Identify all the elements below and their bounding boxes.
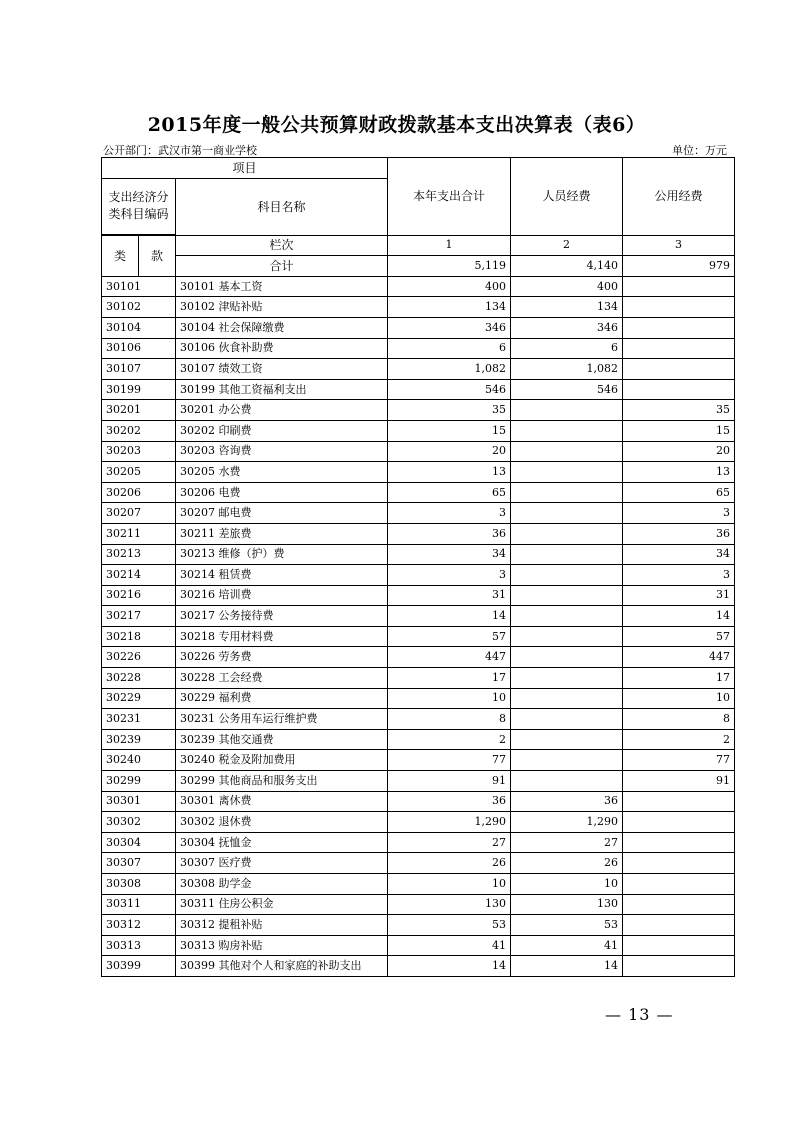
row-code: 30299 bbox=[102, 771, 176, 792]
row-total: 546 bbox=[388, 379, 511, 400]
row-total: 10 bbox=[388, 874, 511, 895]
row-personnel: 1,290 bbox=[511, 812, 623, 833]
row-personnel bbox=[511, 729, 623, 750]
row-subject-name: 30307 医疗费 bbox=[176, 853, 388, 874]
row-public: 77 bbox=[623, 750, 735, 771]
header-personnel: 人员经费 bbox=[511, 158, 623, 236]
table-row bbox=[102, 771, 735, 792]
sum-label: 合计 bbox=[176, 256, 388, 277]
table-row bbox=[102, 935, 735, 956]
table-row bbox=[102, 874, 735, 895]
row-personnel bbox=[511, 523, 623, 544]
row-public bbox=[623, 297, 735, 318]
row-total: 447 bbox=[388, 647, 511, 668]
row-code: 30199 bbox=[102, 379, 176, 400]
row-subject-name: 30211 差旅费 bbox=[176, 523, 388, 544]
table-row bbox=[102, 441, 735, 462]
table-row bbox=[102, 626, 735, 647]
row-total: 77 bbox=[388, 750, 511, 771]
row-total: 91 bbox=[388, 771, 511, 792]
row-subject-name: 30301 离休费 bbox=[176, 791, 388, 812]
row-code: 30308 bbox=[102, 874, 176, 895]
row-public bbox=[623, 379, 735, 400]
row-code: 30214 bbox=[102, 565, 176, 586]
row-subject-name: 30206 电费 bbox=[176, 482, 388, 503]
row-code: 30311 bbox=[102, 894, 176, 915]
row-subject-name: 30302 退休费 bbox=[176, 812, 388, 833]
row-public: 20 bbox=[623, 441, 735, 462]
row-personnel bbox=[511, 441, 623, 462]
row-code: 30226 bbox=[102, 647, 176, 668]
row-code: 30312 bbox=[102, 915, 176, 936]
row-total: 36 bbox=[388, 523, 511, 544]
row-personnel: 36 bbox=[511, 791, 623, 812]
table-row bbox=[102, 338, 735, 359]
row-total: 53 bbox=[388, 915, 511, 936]
row-public bbox=[623, 791, 735, 812]
row-code: 30201 bbox=[102, 400, 176, 421]
table-row bbox=[102, 317, 735, 338]
row-total: 13 bbox=[388, 462, 511, 483]
row-subject-name: 30239 其他交通费 bbox=[176, 729, 388, 750]
row-code: 30207 bbox=[102, 503, 176, 524]
row-public bbox=[623, 915, 735, 936]
row-subject-name: 30199 其他工资福利支出 bbox=[176, 379, 388, 400]
row-code: 30202 bbox=[102, 420, 176, 441]
row-code: 30102 bbox=[102, 297, 176, 318]
table-row bbox=[102, 379, 735, 400]
row-public bbox=[623, 874, 735, 895]
row-total: 34 bbox=[388, 544, 511, 565]
row-code: 30211 bbox=[102, 523, 176, 544]
row-personnel: 134 bbox=[511, 297, 623, 318]
row-subject-name: 30308 助学金 bbox=[176, 874, 388, 895]
row-personnel bbox=[511, 482, 623, 503]
table-row bbox=[102, 523, 735, 544]
row-personnel bbox=[511, 606, 623, 627]
row-personnel: 346 bbox=[511, 317, 623, 338]
row-personnel bbox=[511, 771, 623, 792]
row-public: 8 bbox=[623, 709, 735, 730]
row-subject-name: 30218 专用材料费 bbox=[176, 626, 388, 647]
row-total: 35 bbox=[388, 400, 511, 421]
row-subject-name: 30101 基本工资 bbox=[176, 276, 388, 297]
row-code: 30313 bbox=[102, 935, 176, 956]
table-row bbox=[102, 565, 735, 586]
header-code-group: 支出经济分类科目编码 bbox=[102, 178, 176, 234]
row-public: 31 bbox=[623, 585, 735, 606]
table-row bbox=[102, 853, 735, 874]
row-code: 30229 bbox=[102, 688, 176, 709]
table-row bbox=[102, 812, 735, 833]
row-total: 36 bbox=[388, 791, 511, 812]
row-total: 400 bbox=[388, 276, 511, 297]
row-personnel bbox=[511, 565, 623, 586]
row-subject-name: 30107 绩效工资 bbox=[176, 359, 388, 380]
row-subject-name: 30311 住房公积金 bbox=[176, 894, 388, 915]
row-personnel bbox=[511, 462, 623, 483]
table-row bbox=[102, 729, 735, 750]
row-total: 14 bbox=[388, 956, 511, 977]
table-row bbox=[102, 832, 735, 853]
row-subject-name: 30201 办公费 bbox=[176, 400, 388, 421]
row-public: 14 bbox=[623, 606, 735, 627]
row-public bbox=[623, 317, 735, 338]
table-row bbox=[102, 359, 735, 380]
sum-total: 5,119 bbox=[388, 256, 511, 277]
header-subject-name: 科目名称 bbox=[176, 178, 388, 235]
row-personnel: 27 bbox=[511, 832, 623, 853]
row-subject-name: 30226 劳务费 bbox=[176, 647, 388, 668]
row-total: 31 bbox=[388, 585, 511, 606]
row-total: 17 bbox=[388, 668, 511, 689]
table-row bbox=[102, 400, 735, 421]
page-title: 2015年度一般公共预算财政拨款基本支出决算表（表6） bbox=[147, 114, 646, 136]
row-public: 91 bbox=[623, 771, 735, 792]
row-total: 1,082 bbox=[388, 359, 511, 380]
row-code: 30301 bbox=[102, 791, 176, 812]
row-personnel: 1,082 bbox=[511, 359, 623, 380]
row-code: 30307 bbox=[102, 853, 176, 874]
table-row bbox=[102, 585, 735, 606]
row-code: 30205 bbox=[102, 462, 176, 483]
row-code: 30302 bbox=[102, 812, 176, 833]
row-public: 34 bbox=[623, 544, 735, 565]
row-personnel: 10 bbox=[511, 874, 623, 895]
row-code: 30203 bbox=[102, 441, 176, 462]
row-subject-name: 30104 社会保障缴费 bbox=[176, 317, 388, 338]
header-lei: 类 bbox=[102, 235, 139, 276]
row-personnel bbox=[511, 544, 623, 565]
unit-label: 单位：万元 bbox=[672, 144, 727, 157]
row-code: 30228 bbox=[102, 668, 176, 689]
row-subject-name: 30229 福利费 bbox=[176, 688, 388, 709]
row-code: 30104 bbox=[102, 317, 176, 338]
row-subject-name: 30228 工会经费 bbox=[176, 668, 388, 689]
row-code: 30218 bbox=[102, 626, 176, 647]
header-col-3: 3 bbox=[623, 235, 735, 256]
row-public bbox=[623, 935, 735, 956]
row-personnel: 14 bbox=[511, 956, 623, 977]
row-subject-name: 30102 津贴补贴 bbox=[176, 297, 388, 318]
row-total: 6 bbox=[388, 338, 511, 359]
table-row bbox=[102, 276, 735, 297]
table-row bbox=[102, 462, 735, 483]
row-personnel bbox=[511, 688, 623, 709]
row-personnel bbox=[511, 420, 623, 441]
row-public: 3 bbox=[623, 565, 735, 586]
row-code: 30216 bbox=[102, 585, 176, 606]
table-row bbox=[102, 647, 735, 668]
row-public: 36 bbox=[623, 523, 735, 544]
row-personnel: 130 bbox=[511, 894, 623, 915]
row-code: 30304 bbox=[102, 832, 176, 853]
row-total: 27 bbox=[388, 832, 511, 853]
row-code: 30101 bbox=[102, 276, 176, 297]
header-public: 公用经费 bbox=[623, 158, 735, 236]
row-total: 14 bbox=[388, 606, 511, 627]
table-row bbox=[102, 544, 735, 565]
row-total: 8 bbox=[388, 709, 511, 730]
header-total: 本年支出合计 bbox=[388, 158, 511, 236]
row-code: 30240 bbox=[102, 750, 176, 771]
row-personnel bbox=[511, 400, 623, 421]
table-row bbox=[102, 482, 735, 503]
row-subject-name: 30231 公务用车运行维护费 bbox=[176, 709, 388, 730]
row-public bbox=[623, 853, 735, 874]
header-kuan: 款 bbox=[139, 235, 176, 276]
row-code: 30106 bbox=[102, 338, 176, 359]
table-row bbox=[102, 791, 735, 812]
header-col-2: 2 bbox=[511, 235, 623, 256]
table-row bbox=[102, 915, 735, 936]
header-lanci: 栏次 bbox=[176, 235, 388, 256]
table-row bbox=[102, 503, 735, 524]
row-public: 57 bbox=[623, 626, 735, 647]
row-public bbox=[623, 832, 735, 853]
row-subject-name: 30205 水费 bbox=[176, 462, 388, 483]
row-subject-name: 30207 邮电费 bbox=[176, 503, 388, 524]
row-total: 346 bbox=[388, 317, 511, 338]
row-subject-name: 30202 印刷费 bbox=[176, 420, 388, 441]
table-row bbox=[102, 606, 735, 627]
row-total: 3 bbox=[388, 503, 511, 524]
row-subject-name: 30313 购房补贴 bbox=[176, 935, 388, 956]
row-code: 30217 bbox=[102, 606, 176, 627]
table-row bbox=[102, 709, 735, 730]
row-personnel bbox=[511, 647, 623, 668]
row-public: 10 bbox=[623, 688, 735, 709]
row-total: 134 bbox=[388, 297, 511, 318]
page-number: — 13 — bbox=[605, 1005, 674, 1024]
row-subject-name: 30240 税金及附加费用 bbox=[176, 750, 388, 771]
table-row bbox=[102, 894, 735, 915]
row-personnel bbox=[511, 585, 623, 606]
budget-table bbox=[101, 157, 735, 977]
department-label: 公开部门：武汉市第一商业学校 bbox=[103, 144, 257, 157]
table-row bbox=[102, 750, 735, 771]
row-personnel: 546 bbox=[511, 379, 623, 400]
table-row bbox=[102, 668, 735, 689]
row-subject-name: 30203 咨询费 bbox=[176, 441, 388, 462]
sum-personnel: 4,140 bbox=[511, 256, 623, 277]
row-personnel bbox=[511, 668, 623, 689]
row-personnel bbox=[511, 750, 623, 771]
row-subject-name: 30217 公务接待费 bbox=[176, 606, 388, 627]
row-personnel: 41 bbox=[511, 935, 623, 956]
row-personnel: 26 bbox=[511, 853, 623, 874]
row-code: 30206 bbox=[102, 482, 176, 503]
row-code: 30239 bbox=[102, 729, 176, 750]
row-total: 65 bbox=[388, 482, 511, 503]
row-total: 10 bbox=[388, 688, 511, 709]
row-total: 1,290 bbox=[388, 812, 511, 833]
row-public: 15 bbox=[623, 420, 735, 441]
row-personnel bbox=[511, 503, 623, 524]
row-total: 15 bbox=[388, 420, 511, 441]
table-row bbox=[102, 956, 735, 977]
row-public: 35 bbox=[623, 400, 735, 421]
row-public bbox=[623, 276, 735, 297]
sum-public: 979 bbox=[623, 256, 735, 277]
row-public bbox=[623, 894, 735, 915]
row-personnel: 53 bbox=[511, 915, 623, 936]
row-personnel bbox=[511, 709, 623, 730]
row-total: 26 bbox=[388, 853, 511, 874]
row-total: 20 bbox=[388, 441, 511, 462]
row-total: 57 bbox=[388, 626, 511, 647]
row-code: 30399 bbox=[102, 956, 176, 977]
row-total: 130 bbox=[388, 894, 511, 915]
row-public: 2 bbox=[623, 729, 735, 750]
row-public: 65 bbox=[623, 482, 735, 503]
row-public: 17 bbox=[623, 668, 735, 689]
row-public bbox=[623, 956, 735, 977]
row-subject-name: 30304 抚恤金 bbox=[176, 832, 388, 853]
row-subject-name: 30213 维修（护）费 bbox=[176, 544, 388, 565]
row-public bbox=[623, 359, 735, 380]
header-project: 项目 bbox=[102, 158, 388, 179]
row-public: 13 bbox=[623, 462, 735, 483]
table-row bbox=[102, 420, 735, 441]
row-public: 447 bbox=[623, 647, 735, 668]
row-subject-name: 30106 伙食补助费 bbox=[176, 338, 388, 359]
row-code: 30231 bbox=[102, 709, 176, 730]
row-personnel bbox=[511, 626, 623, 647]
row-subject-name: 30299 其他商品和服务支出 bbox=[176, 771, 388, 792]
row-personnel: 6 bbox=[511, 338, 623, 359]
row-total: 2 bbox=[388, 729, 511, 750]
row-total: 41 bbox=[388, 935, 511, 956]
row-total: 3 bbox=[388, 565, 511, 586]
row-public bbox=[623, 812, 735, 833]
table-row bbox=[102, 688, 735, 709]
row-subject-name: 30312 提租补贴 bbox=[176, 915, 388, 936]
row-subject-name: 30214 租赁费 bbox=[176, 565, 388, 586]
row-public bbox=[623, 338, 735, 359]
row-subject-name: 30399 其他对个人和家庭的补助支出 bbox=[176, 956, 388, 977]
row-personnel: 400 bbox=[511, 276, 623, 297]
row-code: 30107 bbox=[102, 359, 176, 380]
header-col-1: 1 bbox=[388, 235, 511, 256]
row-public: 3 bbox=[623, 503, 735, 524]
table-row bbox=[102, 297, 735, 318]
row-code: 30213 bbox=[102, 544, 176, 565]
row-subject-name: 30216 培训费 bbox=[176, 585, 388, 606]
